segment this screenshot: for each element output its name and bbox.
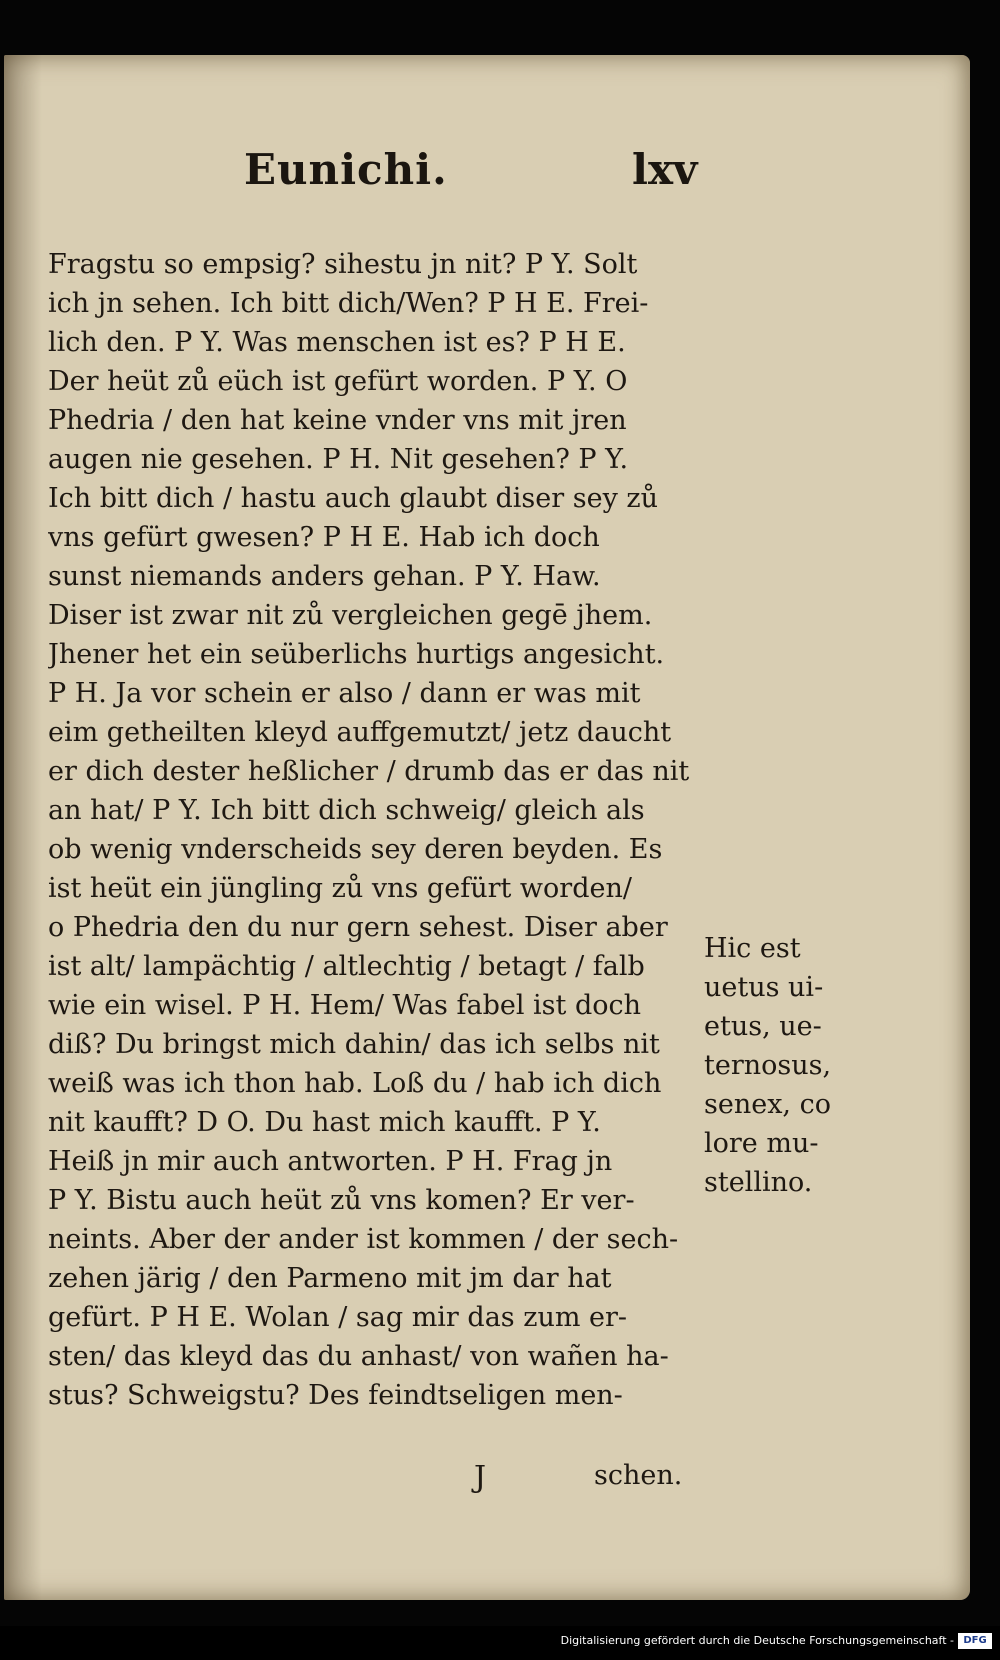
running-head (4, 145, 970, 205)
digitization-footer (0, 1626, 1000, 1660)
text-line: o Phedria den du nur gern sehest. Diser aber (48, 912, 668, 943)
marginal-note-line: ternosus, (704, 1050, 832, 1081)
text-line: Heiß jn mir auch antworten. P H. Frag jn (48, 1146, 613, 1177)
text-line: ob wenig vnderscheids sey deren beyden. Es (48, 834, 663, 865)
marginal-note-line: stellino. (704, 1167, 813, 1198)
catchline (4, 1460, 970, 1500)
marginal-note-line: lore mu- (704, 1128, 819, 1159)
text-line: lich den. P Y. Was menschen ist es? P H E. (48, 327, 626, 358)
main-text-block (48, 245, 708, 1415)
running-title: Eunichi. (244, 145, 448, 194)
text-line: sten/ das kleyd das du anhast/ von wañen ha- (48, 1341, 669, 1372)
text-line: ist heüt ein jüngling zů vns gefürt worden/ (48, 873, 632, 904)
text-line: vns gefürt gwesen? P H E. Hab ich doch (48, 522, 600, 553)
text-line: Phedria / den hat keine vnder vns mit jren (48, 405, 627, 436)
text-line: eim getheilten kleyd auffgemutzt/ jetz daucht (48, 717, 672, 748)
book-page (4, 55, 970, 1600)
text-line: wie ein wisel. P H. Hem/ Was fabel ist doch (48, 990, 642, 1021)
text-line: Diser ist zwar nit zů vergleichen gegē jhem. (48, 600, 653, 631)
text-line: er dich dester heßlicher / drumb das er das nit (48, 756, 690, 787)
marginal-note-line: etus, ue- (704, 1011, 822, 1042)
text-line: stus? Schweigstu? Des feindtseligen men- (48, 1380, 623, 1411)
marginal-note-line: uetus ui- (704, 972, 824, 1003)
signature-mark: J (474, 1460, 487, 1495)
text-line: neints. Aber der ander ist kommen / der sech- (48, 1224, 679, 1255)
text-line: Ich bitt dich / hastu auch glaubt diser sey zů (48, 483, 659, 514)
marginal-note-line: senex, co (704, 1089, 831, 1120)
catchword: schen. (594, 1460, 683, 1491)
dfg-logo: DFG (958, 1633, 992, 1649)
text-line: weiß was ich thon hab. Loß du / hab ich dich (48, 1068, 662, 1099)
page-spine-shadow (4, 55, 42, 1600)
text-line: ich jn sehen. Ich bitt dich/Wen? P H E. Frei- (48, 288, 649, 319)
text-line: Jhener het ein seüberlichs hurtigs angesicht. (48, 639, 665, 670)
folio-number: lxv (632, 145, 698, 194)
text-line: P H. Ja vor schein er also / dann er was mit (48, 678, 641, 709)
text-line: P Y. Bistu auch heüt zů vns komen? Er ver- (48, 1185, 635, 1216)
text-line: nit kaufft? D O. Du hast mich kaufft. P Y. (48, 1107, 601, 1138)
text-line: zehen järig / den Parmeno mit jm dar hat (48, 1263, 612, 1294)
text-line: gefürt. P H E. Wolan / sag mir das zum er- (48, 1302, 628, 1333)
text-line: sunst niemands anders gehan. P Y. Haw. (48, 561, 601, 592)
text-line: an hat/ P Y. Ich bitt dich schweig/ gleich als (48, 795, 645, 826)
text-line: diß? Du bringst mich dahin/ das ich selbs nit (48, 1029, 660, 1060)
text-line: ist alt/ lampächtig / altlechtig / betagt / falb (48, 951, 645, 982)
text-line: Fragstu so empsig? sihestu jn nit? P Y. Solt (48, 249, 638, 280)
marginal-note (704, 929, 864, 1202)
marginal-note-line: Hic est (704, 933, 801, 964)
text-line: augen nie gesehen. P H. Nit gesehen? P Y. (48, 444, 629, 475)
funding-credit: Digitalisierung gefördert durch die Deutsche Forschungsgemeinschaft - (560, 1634, 954, 1647)
text-line: Der heüt zů eüch ist gefürt worden. P Y. O (48, 366, 628, 397)
